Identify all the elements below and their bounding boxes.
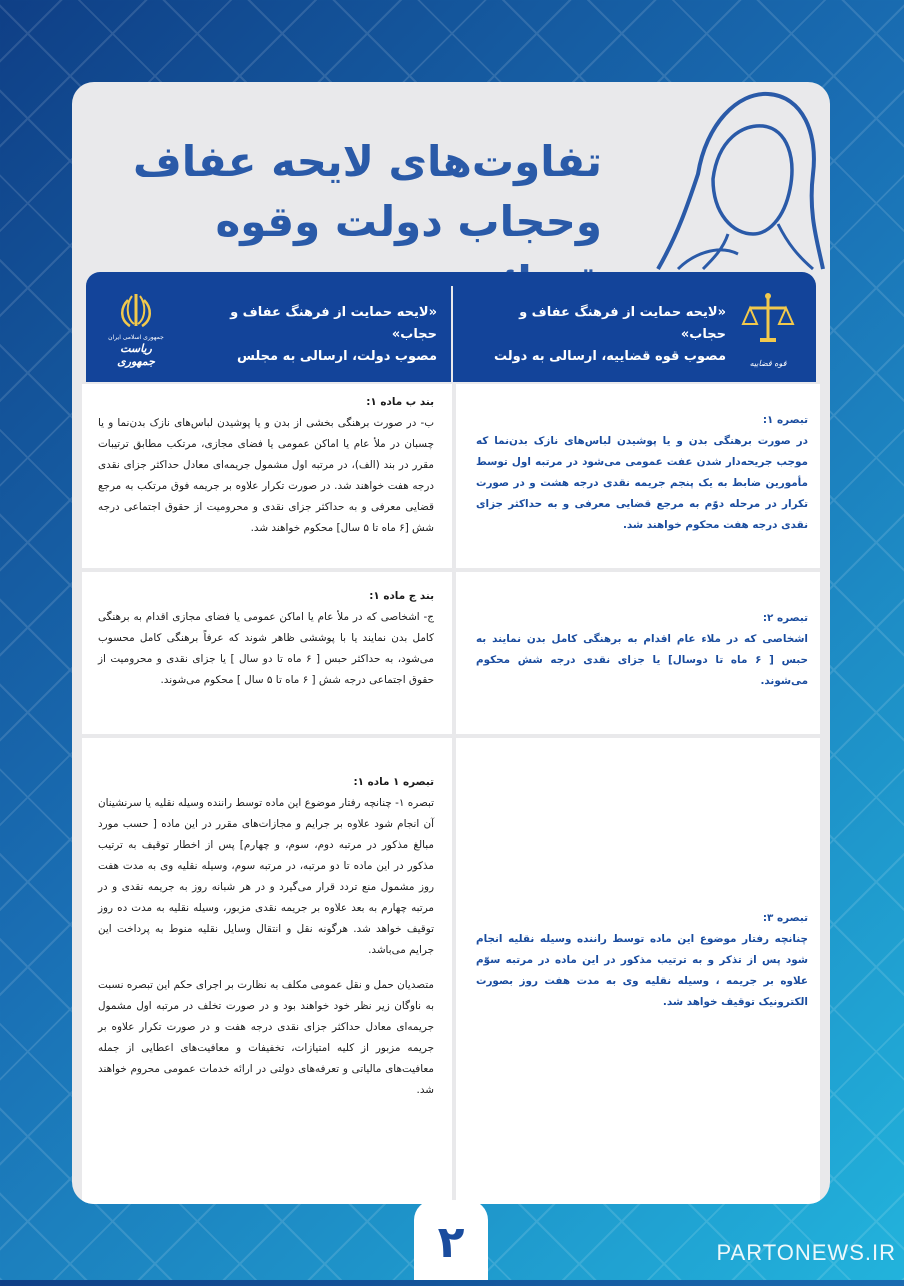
- government-clause-b: [82, 384, 452, 568]
- judiciary-note-2: [456, 572, 820, 734]
- government-clause-c-label: بند ج ماده ۱:: [369, 590, 434, 602]
- hijab-woman-icon: [618, 84, 828, 274]
- site-watermark: PARTONEWS.IR: [716, 1240, 896, 1265]
- government-clause-c: [82, 572, 452, 734]
- government-emblem-caption: ریاست جمهوری: [117, 342, 155, 368]
- page-title-line-2: وحجاب دولت وقوه: [215, 197, 602, 246]
- government-note-1-text-2: متصدیان حمل و نقل عمومی مکلف به نظارت بر اجرای حکم این تبصره نسبت به ناوگان زیر نظر خود خواهند بود و در صورت تخلف در مرتبه اول مشمول جریمه‌ای معادل حداکثر جزای نقدی درجه هفت و در صورت تکرار علاوه بر جریمه مزبور از کلیه امتیازات، تخفیفات و معافیت‌های اعطایی از جمله معافیت‌های مالیاتی و تعرفه‌های دولتی در ارائه خدمات عمومی محروم خواهند شد.: [98, 979, 434, 1096]
- header-divider: [451, 286, 453, 382]
- government-note-1-label: تبصره ۱ ماده ۱:: [353, 776, 434, 788]
- government-note-1-text: تبصره ۱- چنانچه رفتار موضوع این ماده توسط راننده وسیله نقلیه یا سرنشینان آن انجام شود علاوه بر جرایم و مجازات‌های مقرر در این ماده [ حسب مورد مبالغ مذکور در مرتبه دوم، سوم، و چهارم] پس از اخطار توقیف به ترتیب مذکور در این ماده تا دو مرتبه، در مرتبه سوم، وسیله نقلیه وی به مدت هفت روز مشمول منع تردد قرار می‌گیرد و در هر شبانه روز به جریمه نقدی و در مرتبه چهارم به بعد علاوه بر جریمه نقدی مزبور، وسیله نقلیه به مدت ده روز توقیف خواهد شد. هرگونه نقل و انتقال وسایل نقلیه منوط به پرداخت این جرایم می‌باشد.: [98, 797, 434, 956]
- comparison-header: [86, 272, 816, 382]
- judiciary-scales-icon: [738, 290, 798, 350]
- judiciary-note-3-label: تبصره ۳:: [762, 912, 808, 924]
- government-clause-b-text: ب- در صورت برهنگی بخشی از بدن و یا پوشیدن لباس‌های نازک بدن‌نما و یا چسبان در ملأ عام یا اماکن عمومی یا فضای مجازی، مرتکب مطابق ترتیبات مقرر در بند (الف)، در مرتبه اول مشمول جریمه‌ای معادل حداکثر جزای نقدی درجه هفت خواهند شد. در صورت تکرار علاوه بر جریمه فوق مرتکب به مرجع قضایی معرفی و به حداکثر جزای نقدی و محرومیت از حقوق اجتماعی درجه شش [۶ ماه تا ۵ سال] محکوم خواهند شد.: [98, 417, 434, 534]
- government-emblem: [106, 290, 166, 368]
- judiciary-emblem-caption: قوه قضاییه: [749, 359, 787, 368]
- content-card: [72, 82, 830, 1204]
- government-clause-c-text: ج- اشخاصی که در ملأ عام یا اماکن عمومی یا فضای مجازی اقدام به برهنگی کامل بدن نمایند یا با پوششی ظاهر شوند که عرفاً برهنگی کامل محسوب می‌شود، به حداکثر حبس [ ۶ ماه تا دو سال ] یا جزای نقدی و محرومیت از حقوق اجتماعی درجه شش [ ۶ ماه تا ۵ سال ] محکوم می‌شوند.: [98, 611, 434, 686]
- judiciary-bill-subtitle: مصوب قوه قضاییه، ارسالی به دولت: [493, 349, 726, 364]
- government-bill-title: «لایحه حمایت از فرهنگ عفاف و حجاب»: [230, 305, 437, 342]
- judiciary-note-1: [456, 384, 820, 568]
- judiciary-note-3-text: چنانچه رفتار موضوع این ماده توسط راننده وسیله نقلیه انجام شود پس از تذکر و به ترتیب مذکور در این ماده در مرتبه سوّم علاوه بر جریمه ، وسیله نقلیه وی به مدت هفت روز بصورت الکترونیک توقیف خواهد شد.: [476, 933, 808, 1008]
- judiciary-note-1-label: تبصره ۱:: [762, 414, 808, 426]
- judiciary-note-1-text: در صورت برهنگی بدن و یا پوشیدن لباس‌های نازک بدن‌نما که موجب جریحه‌دار شدن عفت عمومی می‌شود در مرتبه اول توسط مأمورین ضابط به یک پنجم جریمه نقدی درجه هشت و در صورت تکرار در مرحله دوّم به مرجع قضایی معرفی و به حداکثر جزای نقدی درجه هفت محکوم خواهند شد.: [476, 435, 808, 531]
- judiciary-column-header: [451, 272, 816, 382]
- judiciary-note-2-label: تبصره ۲:: [762, 612, 808, 624]
- iran-emblem-icon: [106, 290, 166, 334]
- government-note-1: [82, 738, 452, 1204]
- page-title-line-1: تفاوت‌های لایحه عفاف: [133, 137, 602, 186]
- judiciary-bill-title: «لایحه حمایت از فرهنگ عفاف و حجاب»: [519, 305, 726, 342]
- government-emblem-small-caption: جمهوری اسلامی ایران: [108, 334, 164, 341]
- judiciary-note-3: [456, 738, 820, 1204]
- page-number: ۲: [414, 1200, 488, 1280]
- government-column-header: [86, 272, 451, 382]
- judiciary-note-2-text: اشخاصی که در ملاء عام اقدام به برهنگی کامل بدن نمایند به حبس [ ۶ ماه تا دوسال] یا جزای نقدی درجه شش محکوم می‌شوند.: [476, 633, 809, 687]
- government-clause-b-label: بند ب ماده ۱:: [366, 396, 434, 408]
- judiciary-emblem: [738, 290, 798, 368]
- government-bill-subtitle: مصوب دولت، ارسالی به مجلس: [236, 349, 437, 364]
